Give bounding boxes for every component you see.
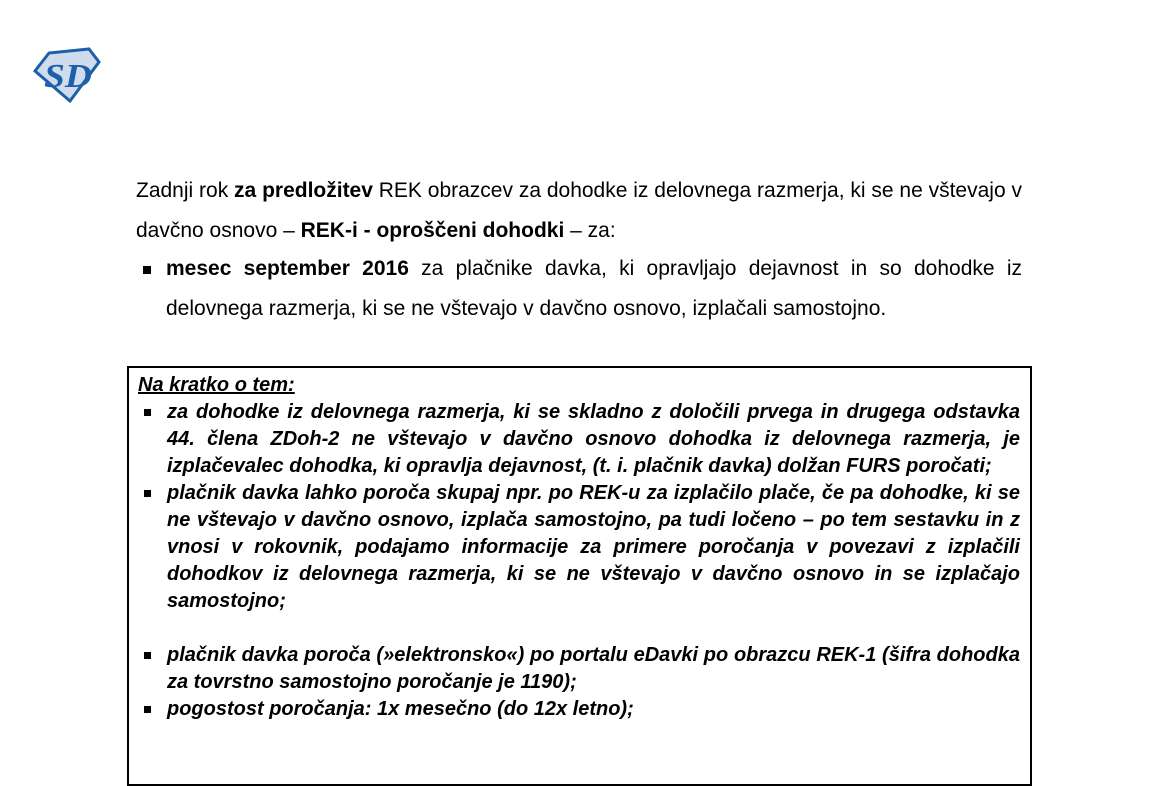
text-run: Zadnji rok [136,179,235,202]
deadline-item [136,249,1022,329]
info-box-item: plačnik davka lahko poroča skupaj npr. po REK-u za izplačilo plače, če pa dohodke, ki se ne vštevajo v davčno osnovo, izplača samostojno, pa tudi ločeno – po tem sestavku in z vnosi v rokovnik, podajamo informacije za primere poročanja v povezavi z izplačili dohodkov iz delovnega razmerja, ki se ne vštevajo v davčno osnovo in se izplačajo samostojno; [138,480,1020,615]
info-box-item: pogostost poročanja: 1x mesečno (do 12x letno); [138,696,1020,723]
intro-paragraph [136,171,1022,251]
text-run-bold: REK-i - oproščeni dohodki [300,219,565,242]
deadline-list [136,249,1022,329]
logo-initials: SD [44,58,92,95]
info-box-title: Na kratko o tem: [138,374,295,396]
info-box-list [138,399,1020,723]
info-box [127,366,1032,786]
info-box-item: plačnik davka poroča (»elektronsko«) po portalu eDavki po obrazcu REK-1 (šifra dohodka za tovrstno samostojno poročanje je 1190); [138,642,1020,696]
sd-diamond-icon [33,46,101,103]
text-run: – za: [564,219,616,242]
text-run: za plačnike davka, ki opravljajo dejavnost in so dohodke iz delovnega razmerja, ki se ne vštevajo v davčno osnovo, izplačali samostojno. [166,257,1022,320]
sd-logo [33,46,101,103]
text-run: REK obrazcev za dohodke iz delovnega razmerja, ki se ne vštevajo v davčno osnovo – [136,179,1022,242]
info-box-item: za dohodke iz delovnega razmerja, ki se skladno z določili prvega in drugega odstavka 44. člena ZDoh-2 ne vštevajo v davčno osnovo dohodka iz delovnega razmerja, je izplačevalec dohodka, ki opravlja dejavnost, (t. i. plačnik davka) dolžan FURS poročati; [138,399,1020,480]
text-run-bold: mesec september 2016 [166,257,409,280]
text-run-bold: za predložitev [234,179,373,202]
